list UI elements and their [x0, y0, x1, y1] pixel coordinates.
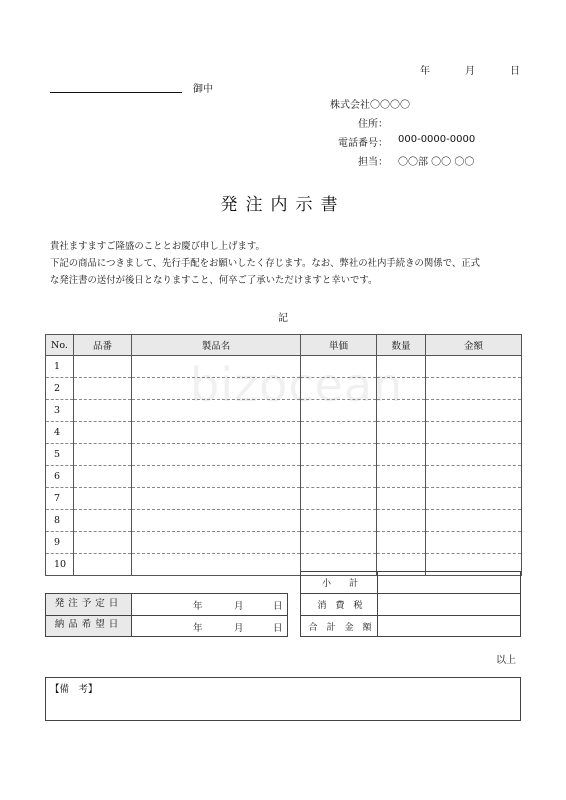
table-header-row — [46, 335, 522, 356]
total-label: 合 計 金 額 — [308, 623, 372, 633]
row-no: 8 — [46, 510, 74, 532]
delivery-month: 月 — [234, 623, 244, 634]
row-product[interactable] — [132, 488, 301, 510]
totals-divider-1 — [300, 593, 521, 594]
row-code[interactable] — [74, 356, 132, 378]
table-row — [46, 466, 522, 488]
row-product[interactable] — [132, 466, 301, 488]
row-no: 9 — [46, 532, 74, 554]
row-no: 7 — [46, 488, 74, 510]
tax-label: 消 費 税 — [317, 601, 363, 611]
issue-date — [420, 62, 520, 77]
day-label: 日 — [510, 66, 520, 77]
row-product[interactable] — [132, 510, 301, 532]
row-amount[interactable] — [426, 444, 522, 466]
row-qty[interactable] — [377, 444, 426, 466]
header-qty: 数量 — [377, 335, 426, 356]
row-qty[interactable] — [377, 510, 426, 532]
sender-person-value: 〇〇部 〇〇 〇〇 — [398, 157, 475, 168]
row-product[interactable] — [132, 400, 301, 422]
table-row — [46, 532, 522, 554]
ki-label: 記 — [278, 313, 288, 324]
order-month: 月 — [234, 601, 244, 612]
row-amount[interactable] — [426, 466, 522, 488]
delivery-day: 日 — [273, 623, 283, 634]
year-label: 年 — [420, 66, 430, 77]
row-no: 5 — [46, 444, 74, 466]
header-code: 品番 — [74, 335, 132, 356]
row-code[interactable] — [74, 444, 132, 466]
remarks-box[interactable] — [45, 677, 521, 721]
row-qty[interactable] — [377, 356, 426, 378]
row-amount[interactable] — [426, 510, 522, 532]
table-row — [46, 422, 522, 444]
row-code[interactable] — [74, 466, 132, 488]
row-qty[interactable] — [377, 488, 426, 510]
subtotal-label: 小 計 — [321, 579, 358, 589]
row-unit-price[interactable] — [301, 378, 377, 400]
order-day: 日 — [273, 601, 283, 612]
row-qty[interactable] — [377, 532, 426, 554]
table-row — [46, 510, 522, 532]
sender-company: 株式会社〇〇〇〇 — [330, 100, 410, 111]
row-code[interactable] — [74, 532, 132, 554]
recipient-suffix: 御中 — [193, 84, 213, 95]
totals-divider-2 — [300, 615, 521, 616]
row-amount[interactable] — [426, 488, 522, 510]
sender-phone-label: 電話番号： — [338, 138, 388, 149]
delivery-year: 年 — [193, 623, 203, 634]
row-amount[interactable] — [426, 532, 522, 554]
table-row — [46, 400, 522, 422]
row-unit-price[interactable] — [301, 444, 377, 466]
watermark: bizocean — [190, 358, 404, 412]
sender-address-label: 住所： — [358, 119, 388, 130]
page-title: 発注内示書 — [220, 195, 346, 215]
row-code[interactable] — [74, 400, 132, 422]
intro-line-1: 貴社ますますご隆盛のこととお慶び申し上げます。 — [50, 241, 265, 252]
intro-line-2: 下記の商品につきまして、先行手配をお願いしたく存じます。なお、弊社の社内手続きの関係で、正式 — [50, 258, 480, 269]
intro-text — [50, 238, 520, 289]
row-unit-price[interactable] — [301, 532, 377, 554]
row-code[interactable] — [74, 378, 132, 400]
row-no: 2 — [46, 378, 74, 400]
table-row — [46, 444, 522, 466]
row-unit-price[interactable] — [301, 488, 377, 510]
row-unit-price[interactable] — [301, 510, 377, 532]
row-unit-price[interactable] — [301, 400, 377, 422]
dates-row-divider — [45, 615, 288, 616]
recipient-name-line[interactable] — [50, 92, 182, 93]
sender-person-label: 担当： — [358, 157, 388, 168]
table-row — [46, 356, 522, 378]
delivery-date-label: 納品希望日 — [46, 615, 131, 636]
row-product[interactable] — [132, 444, 301, 466]
row-code[interactable] — [74, 510, 132, 532]
row-amount[interactable] — [426, 400, 522, 422]
header-amount: 金額 — [426, 335, 522, 356]
row-code[interactable] — [74, 422, 132, 444]
row-qty[interactable] — [377, 400, 426, 422]
row-product[interactable] — [132, 356, 301, 378]
order-date-label: 発注予定日 — [46, 594, 131, 615]
header-product: 製品名 — [132, 335, 301, 356]
row-product[interactable] — [132, 378, 301, 400]
totals-vertical-divider — [377, 571, 378, 637]
row-unit-price[interactable] — [301, 422, 377, 444]
row-unit-price[interactable] — [301, 466, 377, 488]
row-amount[interactable] — [426, 378, 522, 400]
row-unit-price[interactable] — [301, 356, 377, 378]
row-amount[interactable] — [426, 422, 522, 444]
row-no: 4 — [46, 422, 74, 444]
row-product[interactable] — [132, 532, 301, 554]
intro-line-3: な発注書の送付が後日となりますこと、何卒ご了承いただけますと幸いです。 — [50, 275, 378, 286]
row-amount[interactable] — [426, 356, 522, 378]
row-no: 10 — [46, 554, 74, 576]
row-qty[interactable] — [377, 422, 426, 444]
table-row — [46, 378, 522, 400]
sender-phone-value: 000-0000-0000 — [398, 134, 476, 145]
header-no: No. — [46, 335, 74, 356]
row-no: 1 — [46, 356, 74, 378]
order-items-table — [45, 334, 522, 576]
header-unit-price: 単価 — [301, 335, 377, 356]
table-row — [46, 488, 522, 510]
row-code[interactable] — [74, 554, 132, 576]
month-label: 月 — [465, 66, 475, 77]
order-year: 年 — [193, 601, 203, 612]
row-qty[interactable] — [377, 466, 426, 488]
row-no: 6 — [46, 466, 74, 488]
closing-label: 以上 — [496, 655, 516, 666]
remarks-label: 【備 考】 — [50, 684, 98, 695]
row-no: 3 — [46, 400, 74, 422]
row-product[interactable] — [132, 554, 301, 576]
row-qty[interactable] — [377, 378, 426, 400]
row-product[interactable] — [132, 422, 301, 444]
row-code[interactable] — [74, 488, 132, 510]
